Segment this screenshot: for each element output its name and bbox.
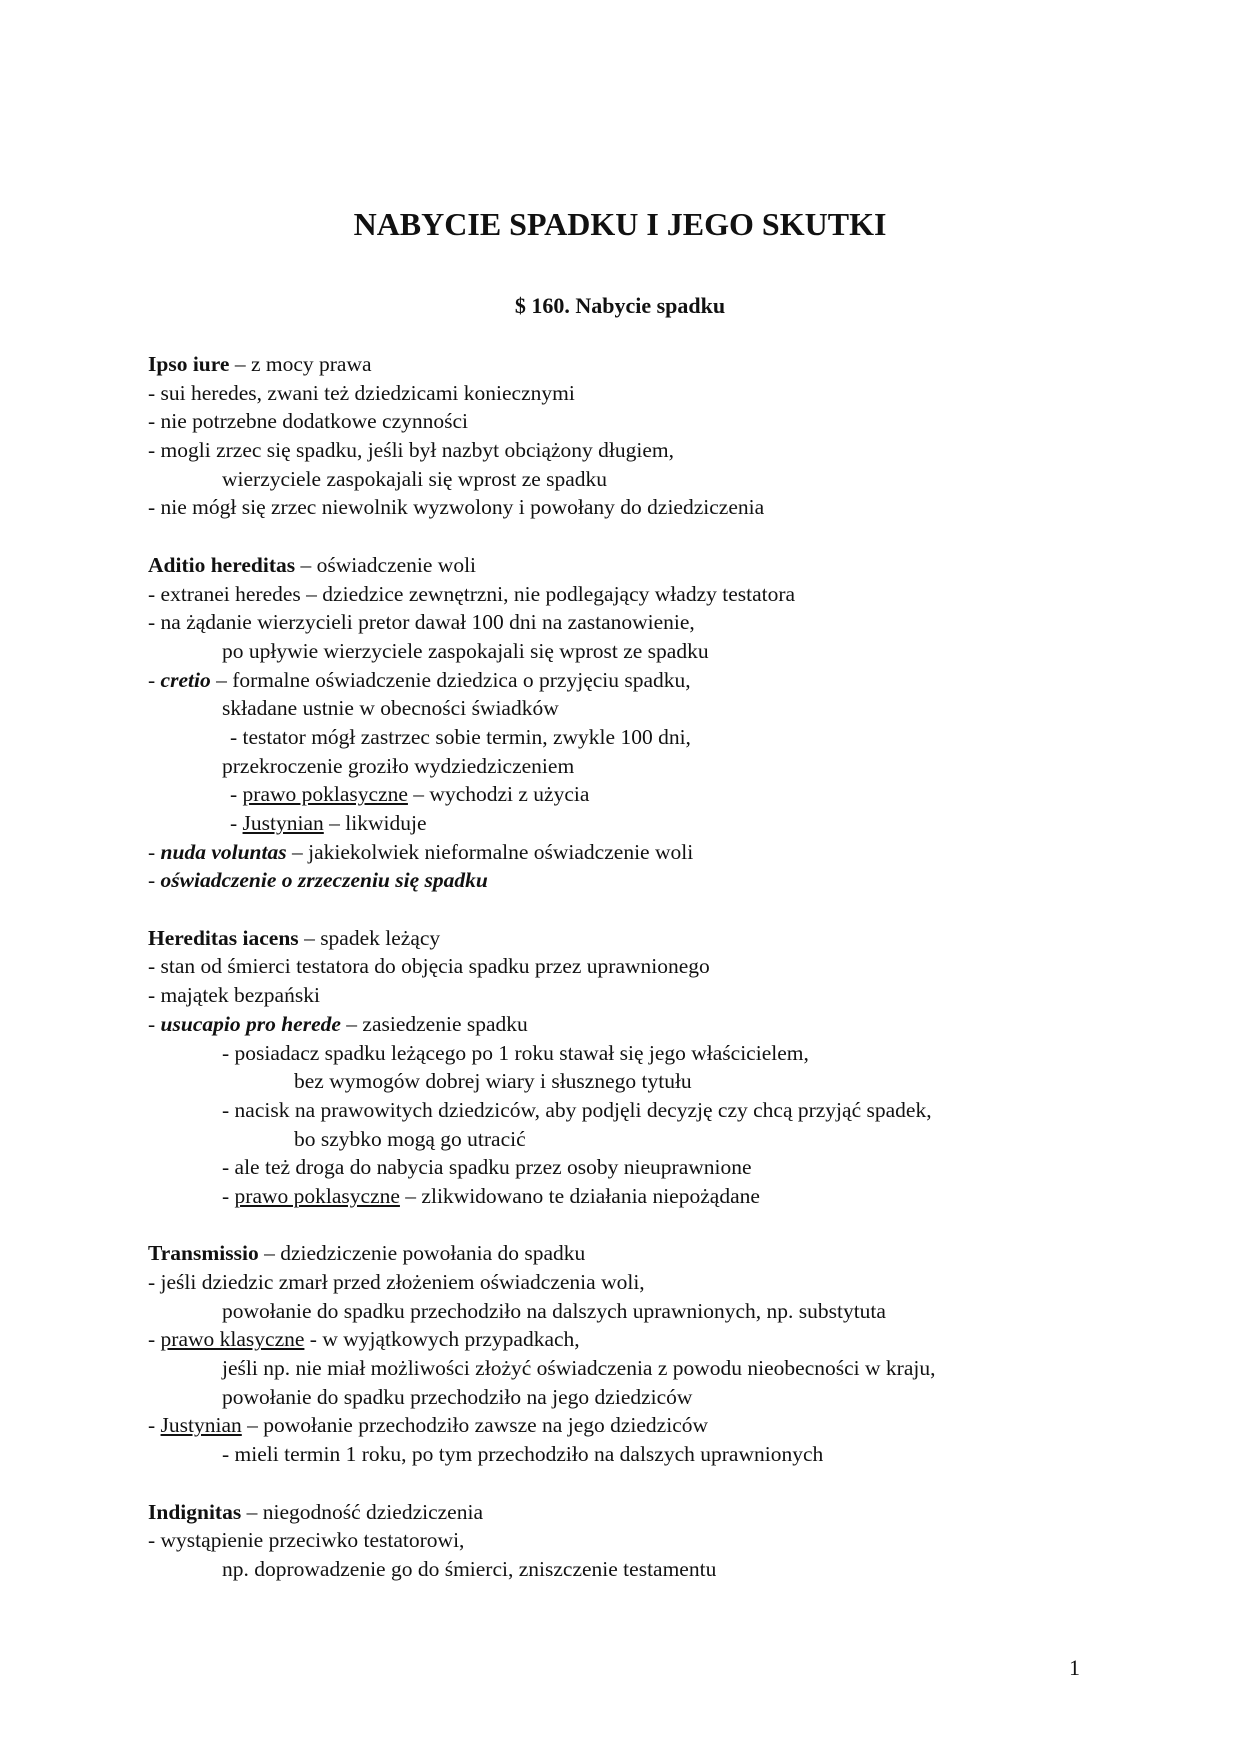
term: Indignitas [148,1499,242,1524]
sub-list-item: - ale też droga do nabycia spadku przez osoby nieuprawnione [222,1155,752,1180]
text: – powołanie przechodziło zawsze na jego dziedziców [241,1413,709,1438]
underlined-term: Justynian [242,811,324,835]
sub-list-item-continuation: bo szybko mogą go utracić [294,1126,526,1151]
sub-list-item [148,1182,1108,1211]
term: usucapio pro herede [160,1011,341,1036]
list-item: - sui heredes, zwani też dziedzicami koniecznymi [148,380,575,405]
document-body [148,350,1108,1584]
sub-list-item [148,780,1108,809]
list-item-nuda-voluntas [148,838,1108,867]
dash: - [222,1183,235,1208]
definition: – z mocy prawa [229,352,372,376]
list-item [148,1411,1108,1440]
list-item-oswiadczenie [148,866,1108,895]
text: – zlikwidowano te działania niepożądane [399,1183,760,1208]
list-item-continuation: np. doprowadzenie go do śmierci, zniszczenie testamentu [222,1556,717,1581]
term: Transmissio [148,1241,259,1266]
dash: - [148,1011,161,1036]
dash: - [230,782,243,807]
text: - w wyjątkowych przypadkach, [304,1327,580,1352]
list-item [148,1325,1108,1354]
sub-list-item: - testator mógł zastrzec sobie termin, zwykle 100 dni, [230,724,691,749]
sub-list-item: - posiadacz spadku leżącego po 1 roku stawał się jego właścicielem, [222,1040,809,1065]
list-item-cretio [148,666,1108,695]
text: – wychodzi z użycia [407,782,590,807]
hereditas-iacens-heading [148,924,1108,953]
dash: - [148,667,161,692]
term: nuda voluntas [160,839,287,864]
page-number: 1 [1069,1655,1080,1680]
term: Aditio hereditas [148,552,296,577]
term: oświadczenie o zrzeczeniu się spadku [160,868,488,893]
list-item-continuation: powołanie do spadku przechodziło na jego dziedziców [222,1384,693,1409]
list-item-continuation: wierzyciele zaspokajali się wprost ze spadku [222,466,608,491]
transmissio-heading [148,1239,1108,1268]
underlined-term: Justynian [160,1413,242,1438]
list-item-continuation: po upływie wierzyciele zaspokajali się wprost ze spadku [222,638,709,663]
definition: – dziedziczenie powołania do spadku [258,1241,586,1266]
underlined-term: prawo poklasyczne [242,782,408,807]
dash: - [148,868,161,893]
text: – likwiduje [323,811,427,835]
list-item-continuation: składane ustnie w obecności świadków [222,696,559,721]
definition: – niegodność dziedziczenia [241,1499,483,1524]
term: Ipso iure [148,352,230,376]
list-item: - jeśli dziedzic zmarł przed złożeniem oświadczenia woli, [148,1270,645,1294]
definition: – zasiedzenie spadku [340,1011,528,1036]
definition: – spadek leżący [298,925,441,950]
list-item: - majątek bezpański [148,983,320,1008]
sub-list-item: - mieli termin 1 roku, po tym przechodziło na dalszych uprawnionych [222,1442,824,1467]
list-item-continuation: powołanie do spadku przechodziło na dalszych uprawnionych, np. substytuta [222,1298,886,1323]
definition: – oświadczenie woli [295,552,477,577]
list-item-continuation: jeśli np. nie miał możliwości złożyć oświadczenia z powodu nieobecności w kraju, [222,1356,936,1381]
list-item-usucapio [148,1010,1108,1039]
term: cretio [160,667,211,692]
sub-list-item-continuation: bez wymogów dobrej wiary i słusznego tytułu [294,1069,692,1094]
definition: – jakiekolwiek nieformalne oświadczenie woli [286,839,694,864]
list-item: - nie mógł się zrzec niewolnik wyzwolony i powołany do dziedziczenia [148,495,765,520]
dash: - [230,811,243,835]
list-item-continuation: przekroczenie groziło wydziedziczeniem [222,753,575,778]
page-title: NABYCIE SPADKU I JEGO SKUTKI [353,206,887,242]
sub-list-item [148,809,1108,838]
sub-list-item: - nacisk na prawowitych dziedziców, aby podjęli decyzję czy chcą przyjąć spadek, [222,1097,932,1122]
indignitas-heading [148,1498,1108,1527]
dash: - [148,839,161,864]
list-item: - extranei heredes – dziedzice zewnętrzni, nie podlegający władzy testatora [148,581,796,606]
term: Hereditas iacens [148,925,299,950]
dash: - [148,1327,161,1352]
section-heading: $ 160. Nabycie spadku [514,293,726,318]
underlined-term: prawo poklasyczne [234,1183,400,1208]
definition: – formalne oświadczenie dziedzica o przyjęciu spadku, [210,667,691,692]
list-item: - na żądanie wierzycieli pretor dawał 100 dni na zastanowienie, [148,610,695,635]
list-item: - stan od śmierci testatora do objęcia spadku przez uprawnionego [148,954,710,979]
aditio-hereditas-heading [148,551,1108,580]
underlined-term: prawo klasyczne [160,1327,305,1352]
list-item: - mogli zrzec się spadku, jeśli był nazbyt obciążony długiem, [148,438,675,463]
list-item: - wystąpienie przeciwko testatorowi, [148,1528,465,1553]
list-item: - nie potrzebne dodatkowe czynności [148,409,468,434]
ipso-iure-heading [148,350,1108,379]
dash: - [148,1413,161,1438]
